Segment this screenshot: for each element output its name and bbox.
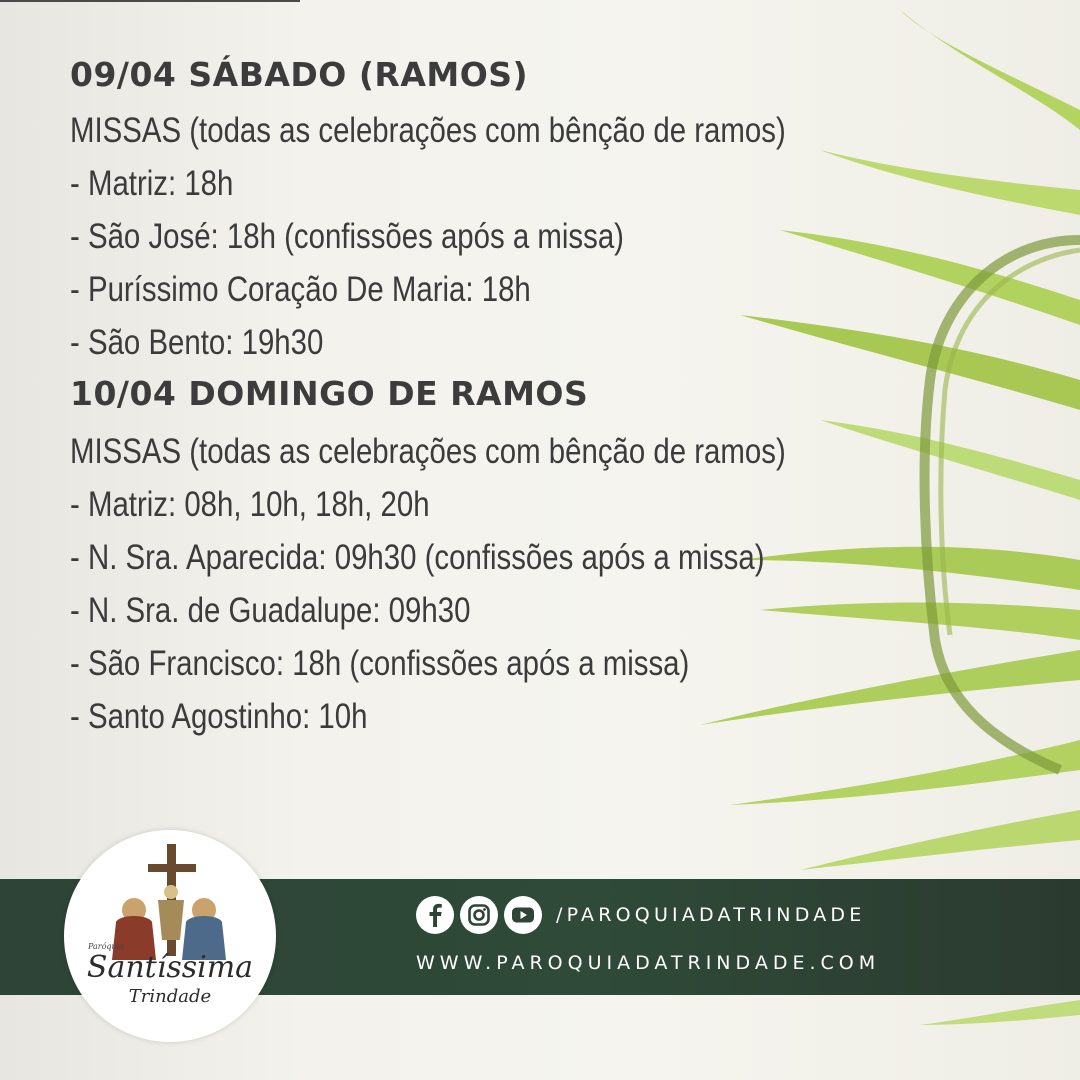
schedule-line: MISSAS (todas as celebrações com bênção de ramos) xyxy=(70,111,786,150)
facebook-icon[interactable] xyxy=(416,896,454,934)
schedule-line: - N. Sra. de Guadalupe: 09h30 xyxy=(70,591,471,630)
schedule-line: MISSAS (todas as celebrações com bênção de ramos) xyxy=(70,432,786,471)
schedule-line: - Puríssimo Coração De Maria: 18h xyxy=(70,270,531,309)
schedule-line: - São Francisco: 18h (confissões após a missa) xyxy=(70,644,690,683)
schedule-line: - N. Sra. Aparecida: 09h30 (confissões após a missa) xyxy=(70,538,765,577)
section-lines-saturday xyxy=(70,104,1040,369)
website-link[interactable]: WWW.PAROQUIADATRINDADE.COM xyxy=(416,952,881,974)
schedule-line: - Matriz: 18h xyxy=(70,164,234,203)
logo-small-text: Paróquia xyxy=(88,942,125,951)
parish-logo xyxy=(64,830,276,1042)
schedule-line: - São Bento: 19h30 xyxy=(70,323,324,362)
trinity-illustration xyxy=(64,830,276,1042)
social-handle[interactable]: /PAROQUIADATRINDADE xyxy=(556,904,866,926)
logo-title: Santíssima xyxy=(86,950,254,985)
schedule-line: - Matriz: 08h, 10h, 18h, 20h xyxy=(70,485,430,524)
section-heading-saturday: 09/04 SÁBADO (RAMOS) xyxy=(70,55,529,94)
youtube-icon[interactable] xyxy=(504,896,542,934)
schedule-line: - Santo Agostinho: 10h xyxy=(70,697,368,736)
top-accent-line xyxy=(0,0,300,2)
section-heading-sunday: 10/04 DOMINGO DE RAMOS xyxy=(70,374,589,413)
social-row xyxy=(416,896,865,934)
schedule-content xyxy=(70,55,1040,743)
schedule-line: - São José: 18h (confissões após a missa) xyxy=(70,217,624,256)
section-lines-sunday xyxy=(70,425,1040,743)
logo-subtitle: Trindade xyxy=(128,986,212,1007)
instagram-icon[interactable] xyxy=(460,896,498,934)
